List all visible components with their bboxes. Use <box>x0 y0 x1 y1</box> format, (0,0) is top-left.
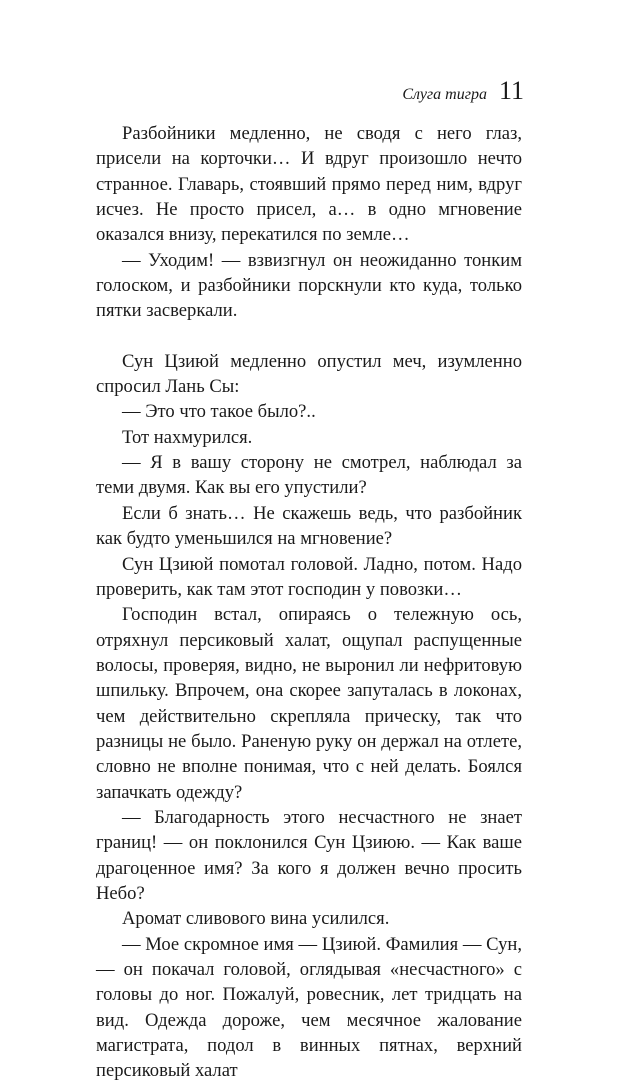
paragraph: Разбойники медленно, не сводя с него глаз, присели на корточки… И вдруг произошло нечто странное. Главарь, стоявший прямо перед ним, вдруг исчез. Не просто присел, а… в одно мгновение оказался внизу, перекатился по земле… <box>96 123 522 246</box>
paragraph: Тот нахмурился. <box>122 426 253 448</box>
paragraph: — Я в вашу сторону не смотрел, наблюдал за теми двумя. Как вы его упустили? <box>96 452 522 499</box>
paragraph: Господин встал, опираясь о тележную ось, отряхнул персиковый халат, ощупал распущенные волосы, проверяя, видно, не выронил ли нефритовую шпильку. Впрочем, она скорее запуталась в локонах, чем действительно скрепляла прическу, так что разницы не было. Раненую руку он держал на отлете, словно не вполне понимая, что с ней делать. Боялся запачкать одежду? <box>96 604 522 803</box>
running-header <box>402 76 524 106</box>
page-number: 11 <box>498 76 524 105</box>
paragraph: — Мое скромное имя — Цзиюй. Фамилия — Сун, — он покачал головой, оглядывая «несчастного» с головы до ног. Пожалуй, ровесник, лет тридцать на вид. Одежда дороже, чем месячное жалование магистрата, подол в винных пятнах, верхний персиковый халат <box>96 933 522 1082</box>
section-break <box>96 324 522 349</box>
paragraph: Сун Цзиюй помотал головой. Ладно, потом. Надо проверить, как там этот господин у повозки… <box>96 553 522 600</box>
paragraph: — Это что такое было?.. <box>122 401 316 423</box>
paragraph: — Уходим! — взвизгнул он неожиданно тонким голоском, и разбойники порскнули кто куда, только пятки засверкали. <box>96 249 522 322</box>
paragraph: — Благодарность этого несчастного не знает границ! — он поклонился Сун Цзиюю. — Как ваше драгоценное имя? За кого я должен вечно просить Небо? <box>96 806 522 904</box>
paragraph: Аромат сливового вина усилился. <box>122 908 390 930</box>
page-body <box>96 121 522 1084</box>
paragraph: Сун Цзиюй медленно опустил меч, изумленно спросил Лань Сы: <box>96 350 522 398</box>
running-title: Слуга тигра <box>402 86 487 103</box>
paragraph: Если б знать… Не скажешь ведь, что разбойник как будто уменьшился на мгновение? <box>96 502 522 550</box>
